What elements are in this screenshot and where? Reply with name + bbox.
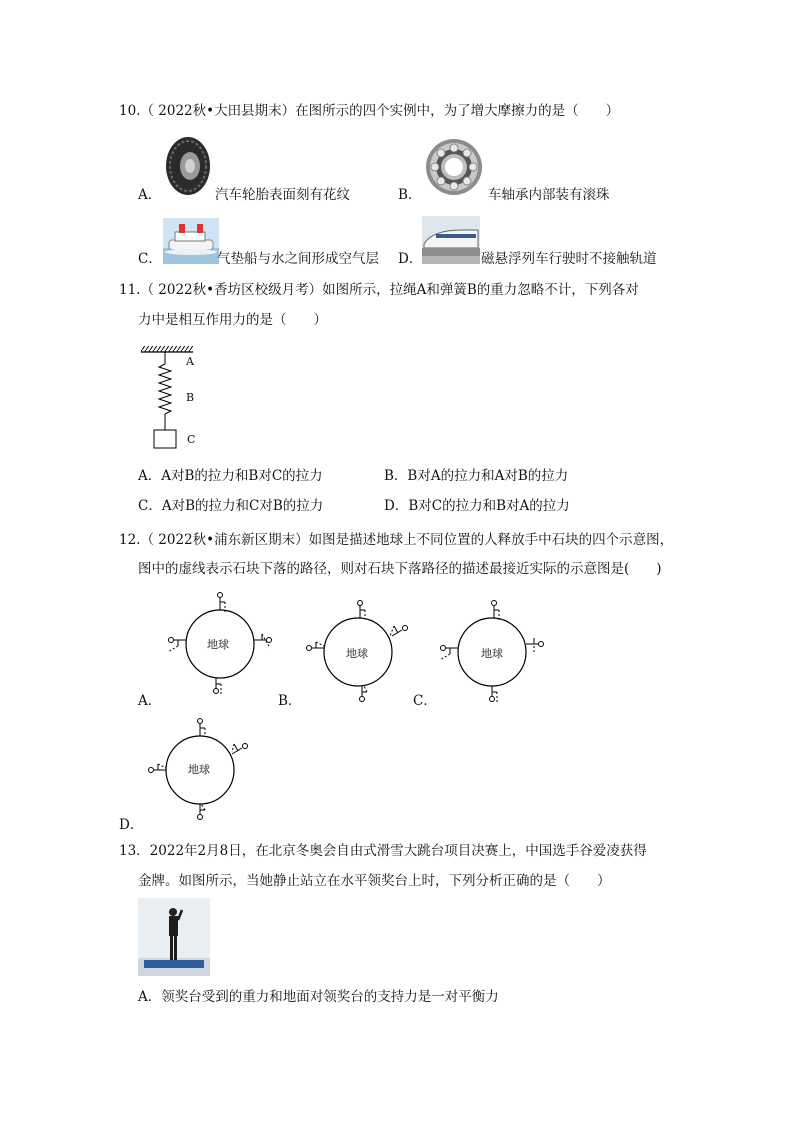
q11-option-c: C．A对B的拉力和C对B的拉力 (138, 498, 324, 514)
earth-label-a: 地球 (207, 638, 229, 651)
q12-option-d: D． (119, 817, 144, 833)
tire-image (163, 136, 213, 196)
q10-option-c-letter: C． (138, 251, 162, 267)
q11-option-a: A．A对B的拉力和B对C的拉力 (138, 468, 323, 484)
q10-option-d-text: 磁悬浮列车行驶时不接触轨道 (481, 251, 657, 267)
spring-diagram (138, 344, 208, 454)
q11-option-d: D．B对C的拉力和B对A的拉力 (384, 498, 570, 514)
q13-stem-line1: 13．2022年2月8日，在北京冬奥会自由式滑雪大跳台项目决赛上，中国选手谷爱凌获得 (119, 843, 647, 859)
q11-stem-line2: 力中是相互作用力的是（ ） (138, 312, 327, 328)
bearing-image (422, 138, 486, 196)
q13-stem-line2: 金牌。如图所示，当她静止站立在水平领奖台上时，下列分析正确的是（ ） (138, 873, 611, 889)
podium-photo (138, 898, 210, 976)
q10-stem: 10.（ 2022秋•大田县期末）在图所示的四个实例中，为了增大摩擦力的是（ ） (119, 103, 620, 119)
q10-option-d-letter: D． (398, 251, 423, 267)
q10-option-a-letter: A． (138, 187, 162, 203)
earth-label-d: 地球 (188, 763, 210, 776)
q12-option-b: B． (278, 693, 302, 709)
q12-stem-line1: 12.（ 2022秋•浦东新区期末）如图是描述地球上不同位置的人释放手中石块的四个示意图， (119, 532, 674, 548)
earth-label-b: 地球 (346, 647, 368, 660)
q12-stem-line2: 图中的虚线表示石块下落的路径，则对石块下落路径的描述最接近实际的示意图是( ) (138, 561, 662, 577)
q13-option-a: A．领奖台受到的重力和地面对领奖台的支持力是一对平衡力 (138, 989, 499, 1005)
q10-option-b-text: 车轴承内部装有滚珠 (488, 187, 610, 203)
spring-label-b: B (186, 391, 195, 404)
earth-label-c: 地球 (481, 647, 503, 660)
q10-option-a-text: 汽车轮胎表面刻有花纹 (215, 187, 350, 203)
q12-option-c: C． (413, 693, 437, 709)
maglev-train-image (422, 216, 480, 264)
hovercraft-image (163, 218, 219, 264)
q12-option-a: A． (138, 693, 162, 709)
q10-option-c-text: 气垫船与水之间形成空气层 (217, 251, 379, 267)
q10-option-b-letter: B． (398, 187, 422, 203)
q11-option-b: B．B对A的拉力和A对B的拉力 (384, 468, 569, 484)
spring-label-a: A (186, 355, 194, 368)
q11-stem-line1: 11.（ 2022秋•香坊区校级月考）如图所示，拉绳A和弹簧B的重力忽略不计，下列各对 (119, 282, 639, 298)
spring-label-c: C (187, 433, 196, 446)
